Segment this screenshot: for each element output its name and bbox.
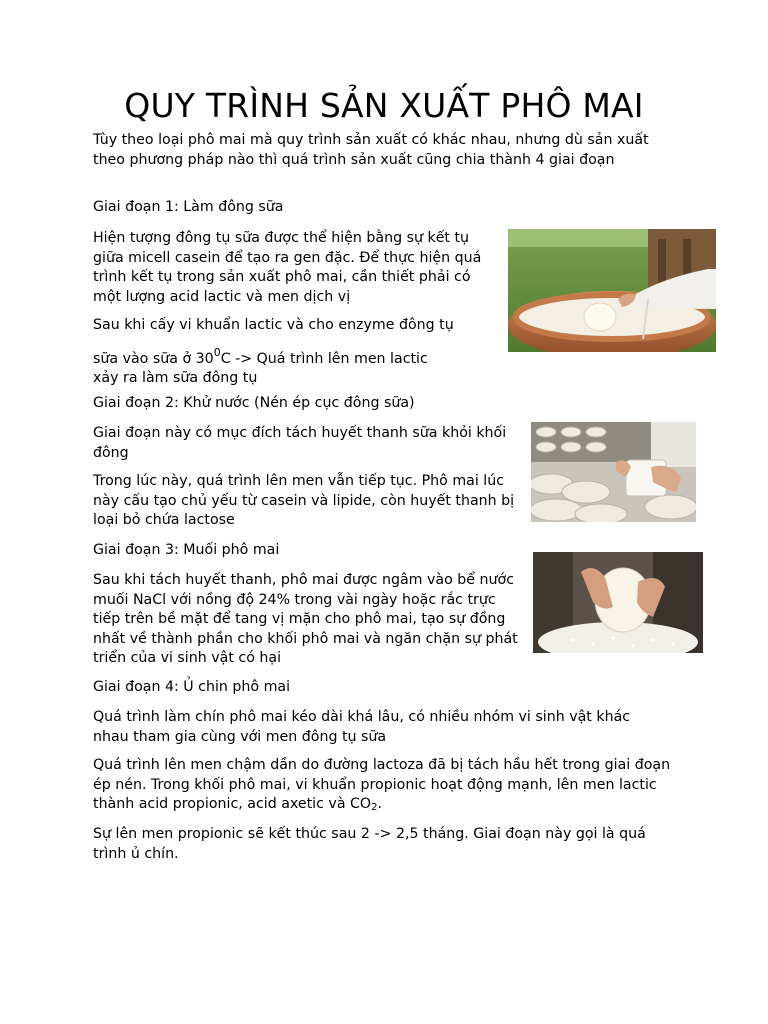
stage2-paragraph-1: Giai đoạn này có mục đích tách huyết thanh sữa khỏi khối đông — [93, 425, 507, 461]
intro-paragraph: Tùy theo loại phô mai mà quy trình sản xuất có khác nhau, nhưng dù sản xuất theo phương pháp nào thì quá trình sản xuất cũng chia thành 4 giai đoạn — [93, 132, 649, 168]
co2-subscript: 2 — [371, 802, 378, 814]
stage1-heading: Giai đoạn 1: Làm đông sữa — [93, 199, 284, 215]
document-title: QUY TRÌNH SẢN XUẤT PHÔ MAI — [124, 86, 644, 125]
stage4-paragraph-1: Quá trình làm chín phô mai kéo dài khá lâu, có nhiều nhóm vi sinh vật khác nhau tham gia cùng với men đông tụ sữa — [93, 709, 631, 745]
degree-superscript: 0 — [213, 345, 221, 359]
stage4-paragraph-3: Sự lên men propionic sẽ kết thúc sau 2 -> 2,5 tháng. Giai đoạn này gọi là quá trình ủ chín. — [93, 826, 646, 862]
cheese-molds-image — [531, 422, 696, 522]
stage4-paragraph-2 — [93, 756, 673, 815]
stage4-heading: Giai đoạn 4: Ủ chin phô mai — [93, 679, 291, 695]
stage1-p2-text-before: sữa vào sữa ở 30 — [93, 350, 214, 367]
stage3-heading: Giai đoạn 3: Muối phô mai — [93, 542, 280, 558]
stage1-paragraph-1: Hiện tượng đông tụ sữa được thể hiện bằng sự kết tụ giữa micell casein để tạo ra gen đặc. Để thực hiện quá trình kết tụ trong sản xuất phô mai, cần thiết phải có một lượng acid lactic và men dịch vị — [93, 230, 482, 305]
stage4-p2-text: Quá trình lên men chậm dần do đường lactoza đã bị tách hầu hết trong giai đoạn ép nén. Trong khối phô mai, vi khuẩn propionic hoạt động mạnh, lên men lactic thành acid propionic, acid axetic và CO — [93, 757, 671, 813]
stage1-p2-line1: Sau khi cấy vi khuẩn lactic và cho enzyme đông tụ — [93, 317, 454, 333]
salting-cheese-photo — [533, 552, 703, 653]
stage3-paragraph-1: Sau khi tách huyết thanh, phô mai được ngâm vào bể nước muối NaCl với nồng độ 24% trong vài ngày hoặc rắc trực tiếp trên bề mặt để tang vị mặn cho phô mai, tạo sự đồng nhất về thành phần cho khối phô mai và ngăn chặn sự phát triển của vi sinh vật có hại — [93, 572, 518, 667]
stage2-heading: Giai đoạn 2: Khử nước (Nén ép cục đông sữa) — [93, 395, 415, 411]
salting-cheese-image — [533, 552, 703, 653]
stage1-paragraph-2 — [93, 316, 513, 389]
cheese-vat-image — [508, 229, 716, 352]
stage4-p2-end: . — [377, 796, 382, 813]
stage1-p2-text-after: C -> Quá trình lên men lactic — [220, 350, 428, 367]
cheese-vat-photo — [508, 229, 716, 352]
stage1-p2-line3: xảy ra làm sữa đông tụ — [93, 370, 258, 387]
stage2-paragraph-2: Trong lúc này, quá trình lên men vẫn tiếp tục. Phô mai lúc này cấu tạo chủ yếu từ casein và lipide, còn huyết thanh bị loại bỏ chứa lactose — [93, 473, 515, 529]
cheese-molds-photo — [531, 422, 696, 522]
